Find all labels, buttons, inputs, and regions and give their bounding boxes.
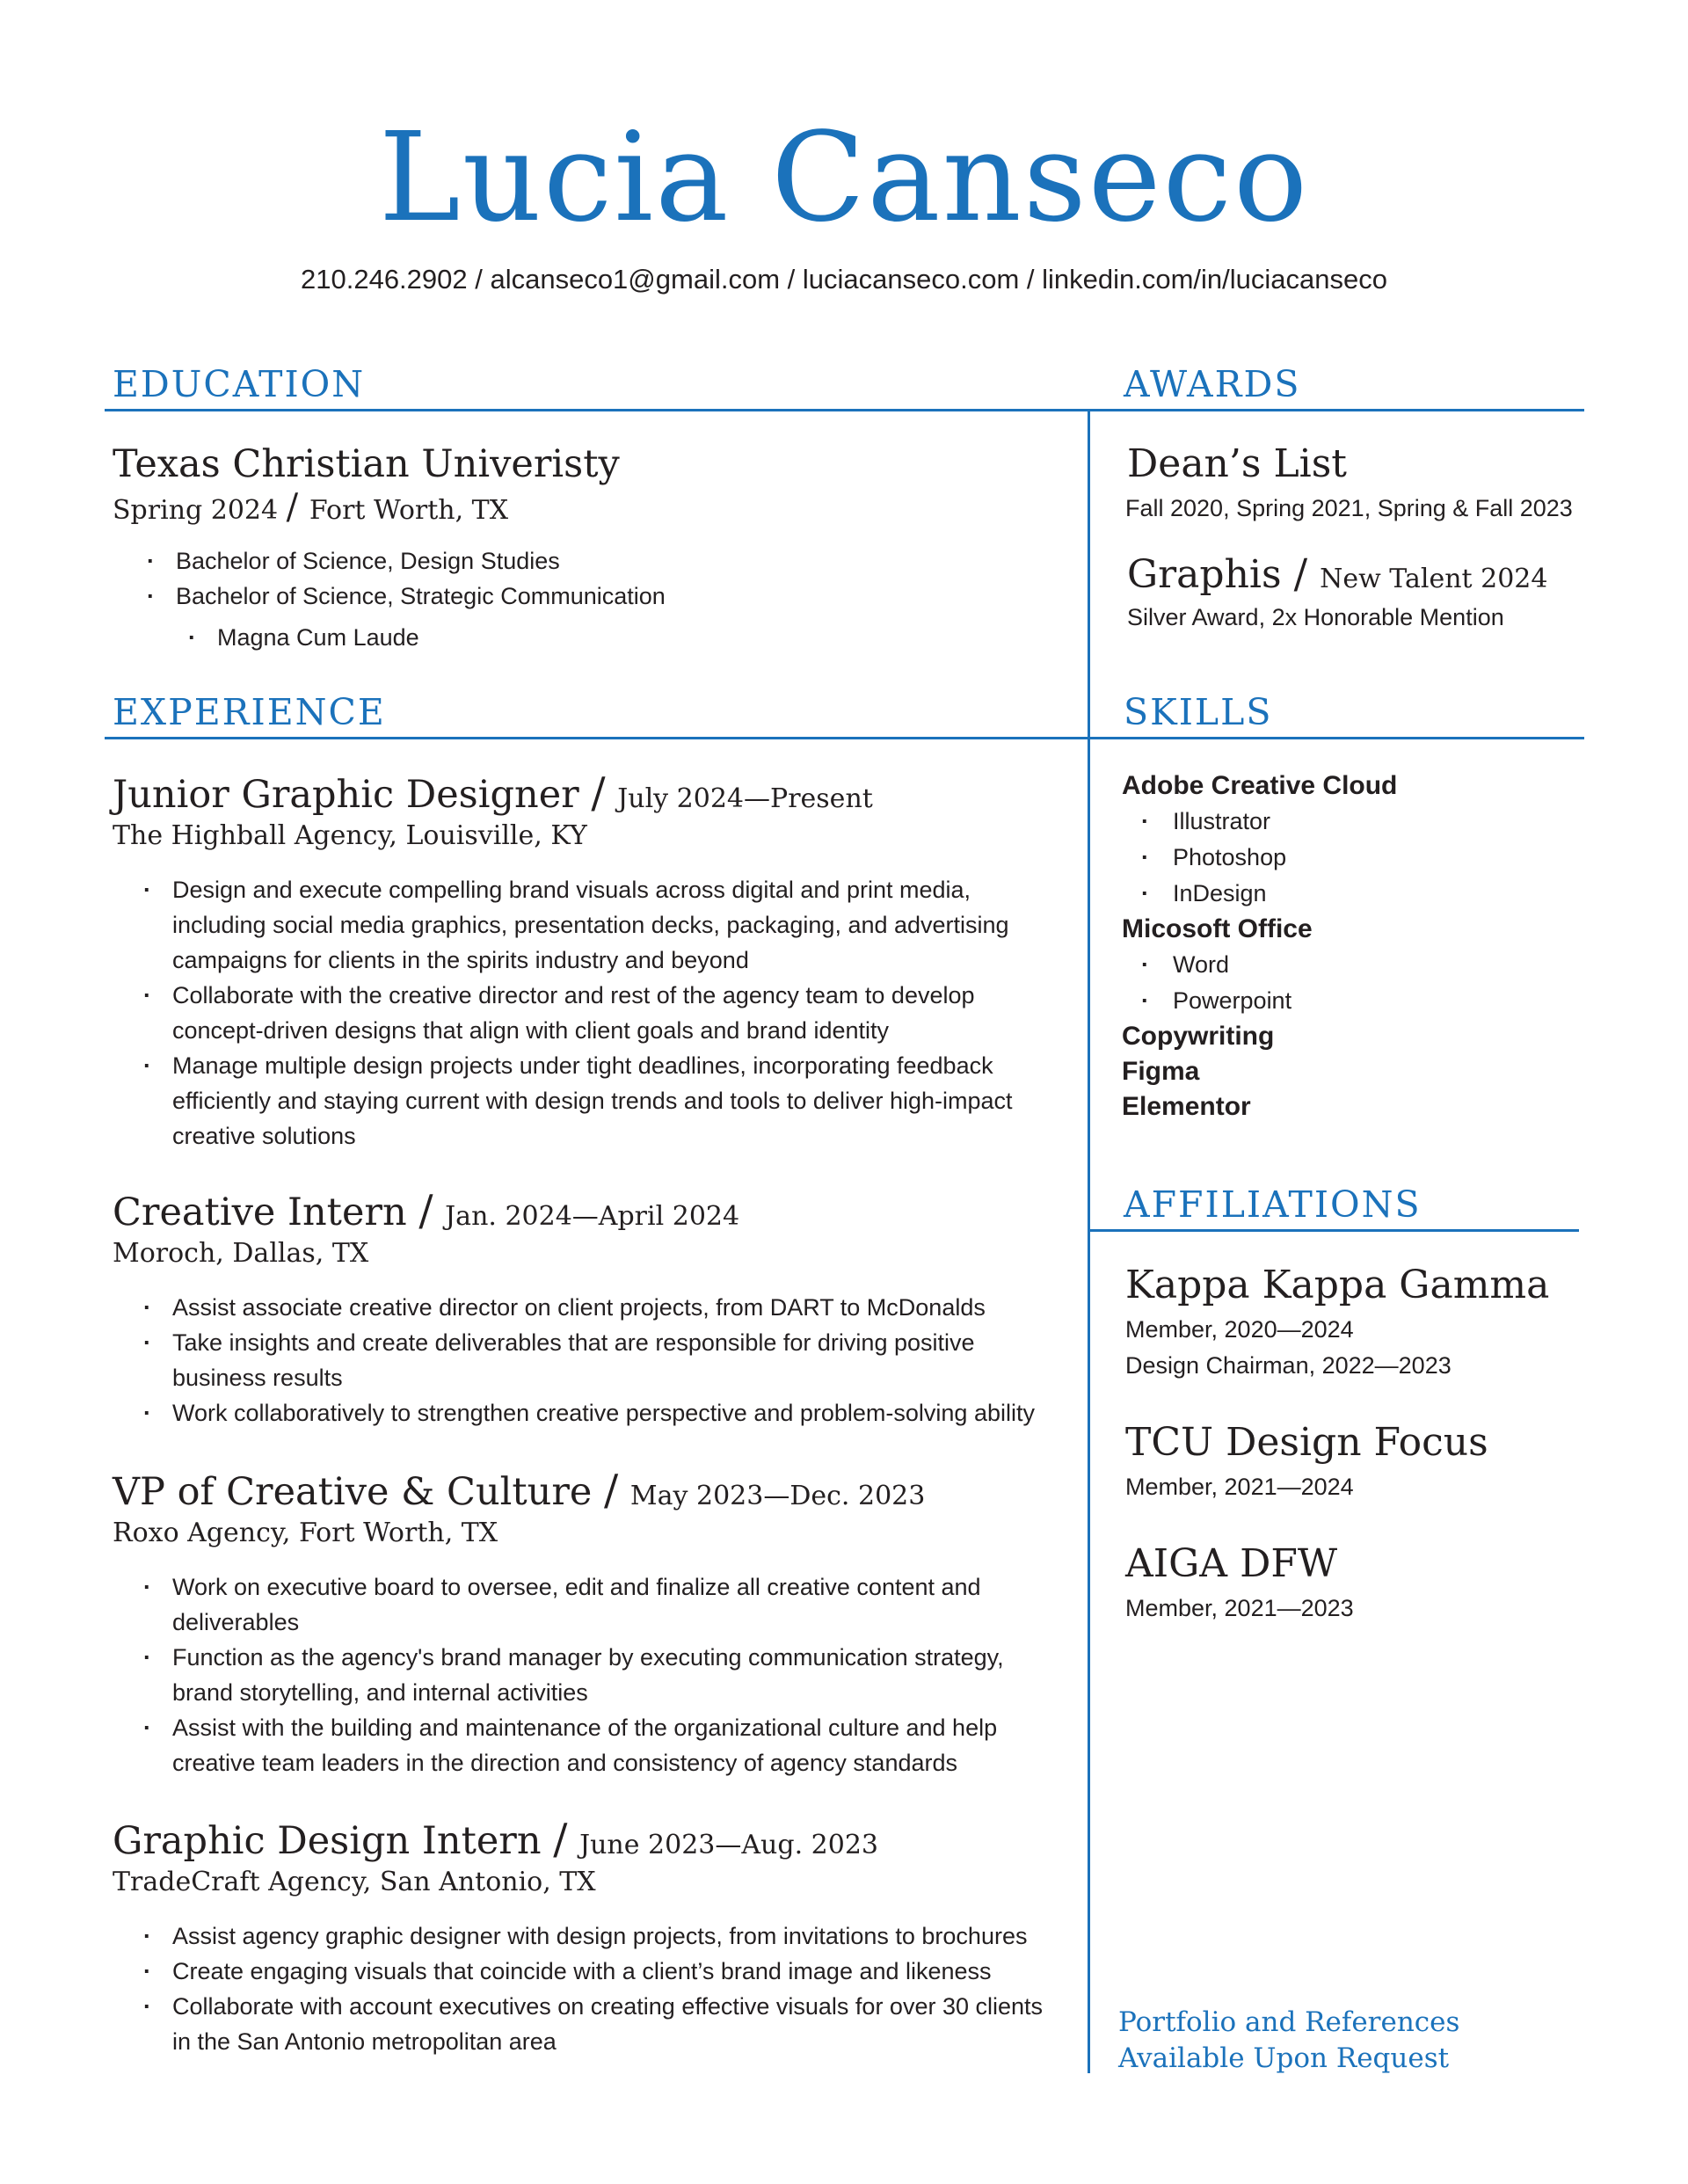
job-title-line: Creative Intern / Jan. 2024—April 2024: [113, 1186, 740, 1235]
job-bullets: [143, 1290, 1060, 1431]
award-title: Dean’s List: [1127, 441, 1347, 486]
job-title-line: VP of Creative & Culture / May 2023—Dec. 2023: [113, 1466, 926, 1515]
job-bullet: · Assist with the building and maintenance of the organizational culture and help creative team leaders in the direction and consistency of agency standards: [143, 1710, 1027, 1780]
job-org: The Highball Agency, Louisville, KY: [113, 820, 587, 851]
affiliation-detail: Member, 2021—2024: [1125, 1474, 1354, 1500]
award-title: Graphis: [1127, 552, 1282, 597]
skill-tool: · Word: [1122, 947, 1579, 983]
job-bullet: · Assist agency graphic designer with design projects, from invitations to brochures: [143, 1918, 1060, 1954]
education-list: [147, 543, 1070, 655]
award-detail: Silver Award, 2x Honorable Mention: [1127, 604, 1504, 630]
skill-category: Micosoft Office: [1122, 914, 1313, 943]
degree-item: · Bachelor of Science, Design Studies: [147, 543, 1070, 579]
affiliations-heading: AFFILIATIONS: [1124, 1183, 1422, 1226]
degree-item: · Bachelor of Science, Strategic Communication: [147, 579, 1070, 614]
skills-rule: [1090, 737, 1584, 739]
job-title-line: Graphic Design Intern / June 2023—Aug. 2023: [113, 1815, 878, 1864]
education-heading: EDUCATION: [113, 363, 366, 405]
affiliation-name: TCU Design Focus: [1125, 1420, 1488, 1465]
job-org: Roxo Agency, Fort Worth, TX: [113, 1518, 498, 1548]
job-bullets: [143, 1918, 1060, 2059]
awards-rule: [1090, 409, 1584, 411]
education-location: Fort Worth, TX: [309, 495, 509, 526]
job-bullet: · Work collaboratively to strengthen creative perspective and problem-solving ability: [143, 1395, 1060, 1431]
job-title: VP of Creative & Culture: [113, 1470, 593, 1514]
job-title: Graphic Design Intern: [113, 1819, 542, 1863]
skill-tool: · InDesign: [1122, 876, 1579, 912]
job-bullets: [143, 872, 1060, 1154]
job-dates: Jan. 2024—April 2024: [445, 1201, 740, 1232]
skill-tool: · Powerpoint: [1122, 983, 1579, 1019]
award-context: New Talent 2024: [1320, 564, 1548, 594]
skill-category: Figma: [1122, 1057, 1200, 1086]
job-bullet: · Collaborate with account executives on creating effective visuals for over 30 clients in the San Antonio metropolitan area: [143, 1989, 1060, 2059]
job-bullet: · Assist associate creative director on client projects, from DART to McDonalds: [143, 1290, 1060, 1325]
affiliations-rule: [1090, 1229, 1579, 1232]
job-org: TradeCraft Agency, San Antonio, TX: [113, 1867, 596, 1897]
portfolio-note: [1118, 2005, 1459, 2077]
job-bullet: · Work on executive board to oversee, edit and finalize all creative content and deliverables: [143, 1569, 1027, 1640]
skill-tool: · Photoshop: [1122, 840, 1579, 876]
affiliation-detail: Member, 2020—2024: [1125, 1316, 1354, 1343]
job-dates: May 2023—Dec. 2023: [629, 1481, 926, 1511]
award-detail: Fall 2020, Spring 2021, Spring & Fall 2023: [1125, 495, 1573, 521]
job-title-line: Junior Graphic Designer / July 2024—Present: [113, 768, 873, 818]
award-title-line: Graphis / New Talent 2024: [1127, 550, 1548, 597]
job-bullet: · Design and execute compelling brand visuals across digital and print media, including social media graphics, presentation decks, packaging, and advertising campaigns for clients in the spirits industry and beyond: [143, 872, 1060, 978]
school-name: Texas Christian Univeristy: [113, 442, 620, 486]
portfolio-note-line: Portfolio and References: [1118, 2006, 1460, 2038]
affiliation-detail: Member, 2021—2023: [1125, 1595, 1354, 1621]
job-bullet: · Collaborate with the creative director and rest of the agency team to develop concept-driven designs that align with client goals and brand identity: [143, 978, 1060, 1048]
job-bullet: · Create engaging visuals that coincide with a client’s brand image and likeness: [143, 1954, 1060, 1989]
education-term: Spring 2024: [113, 495, 279, 526]
experience-heading: EXPERIENCE: [113, 691, 386, 733]
skill-category: Elementor: [1122, 1092, 1251, 1121]
skills-heading: SKILLS: [1124, 691, 1273, 733]
job-dates: July 2024—Present: [617, 783, 873, 814]
job-dates: June 2023—Aug. 2023: [579, 1830, 878, 1860]
job-org: Moroch, Dallas, TX: [113, 1238, 369, 1269]
education-rule: [105, 409, 1089, 411]
honor-item: · Magna Cum Laude: [188, 620, 1070, 655]
skill-tool: · Illustrator: [1122, 804, 1579, 840]
job-bullet: · Take insights and create deliverables that are responsible for driving positive business results: [143, 1325, 1060, 1395]
affiliation-detail: Design Chairman, 2022—2023: [1125, 1352, 1452, 1379]
job-title: Creative Intern: [113, 1190, 407, 1234]
education-term-location: Spring 2024 / Fort Worth, TX: [113, 487, 509, 528]
skill-category: Adobe Creative Cloud: [1122, 771, 1398, 800]
skills-list: [1122, 768, 1579, 1125]
awards-heading: AWARDS: [1124, 363, 1301, 405]
resume-name: Lucia Canseco: [378, 106, 1310, 250]
affiliation-name: AIGA DFW: [1125, 1541, 1338, 1586]
job-bullet: · Manage multiple design projects under tight deadlines, incorporating feedback efficiently and staying current with design trends and tools to deliver high-impact creative solutions: [143, 1048, 1060, 1154]
contact-line: 210.246.2902 / alcanseco1@gmail.com / luciacanseco.com / linkedin.com/in/luciacanseco: [301, 264, 1387, 295]
job-bullet: · Function as the agency's brand manager by executing communication strategy, brand storytelling, and internal activities: [143, 1640, 1027, 1710]
job-title: Junior Graphic Designer: [113, 773, 579, 817]
experience-rule: [105, 737, 1089, 739]
job-bullets: [143, 1569, 1027, 1780]
portfolio-note-line: Available Upon Request: [1118, 2042, 1450, 2074]
affiliation-name: Kappa Kappa Gamma: [1125, 1263, 1550, 1307]
column-divider: [1088, 409, 1090, 2073]
skill-category: Copywriting: [1122, 1022, 1275, 1051]
